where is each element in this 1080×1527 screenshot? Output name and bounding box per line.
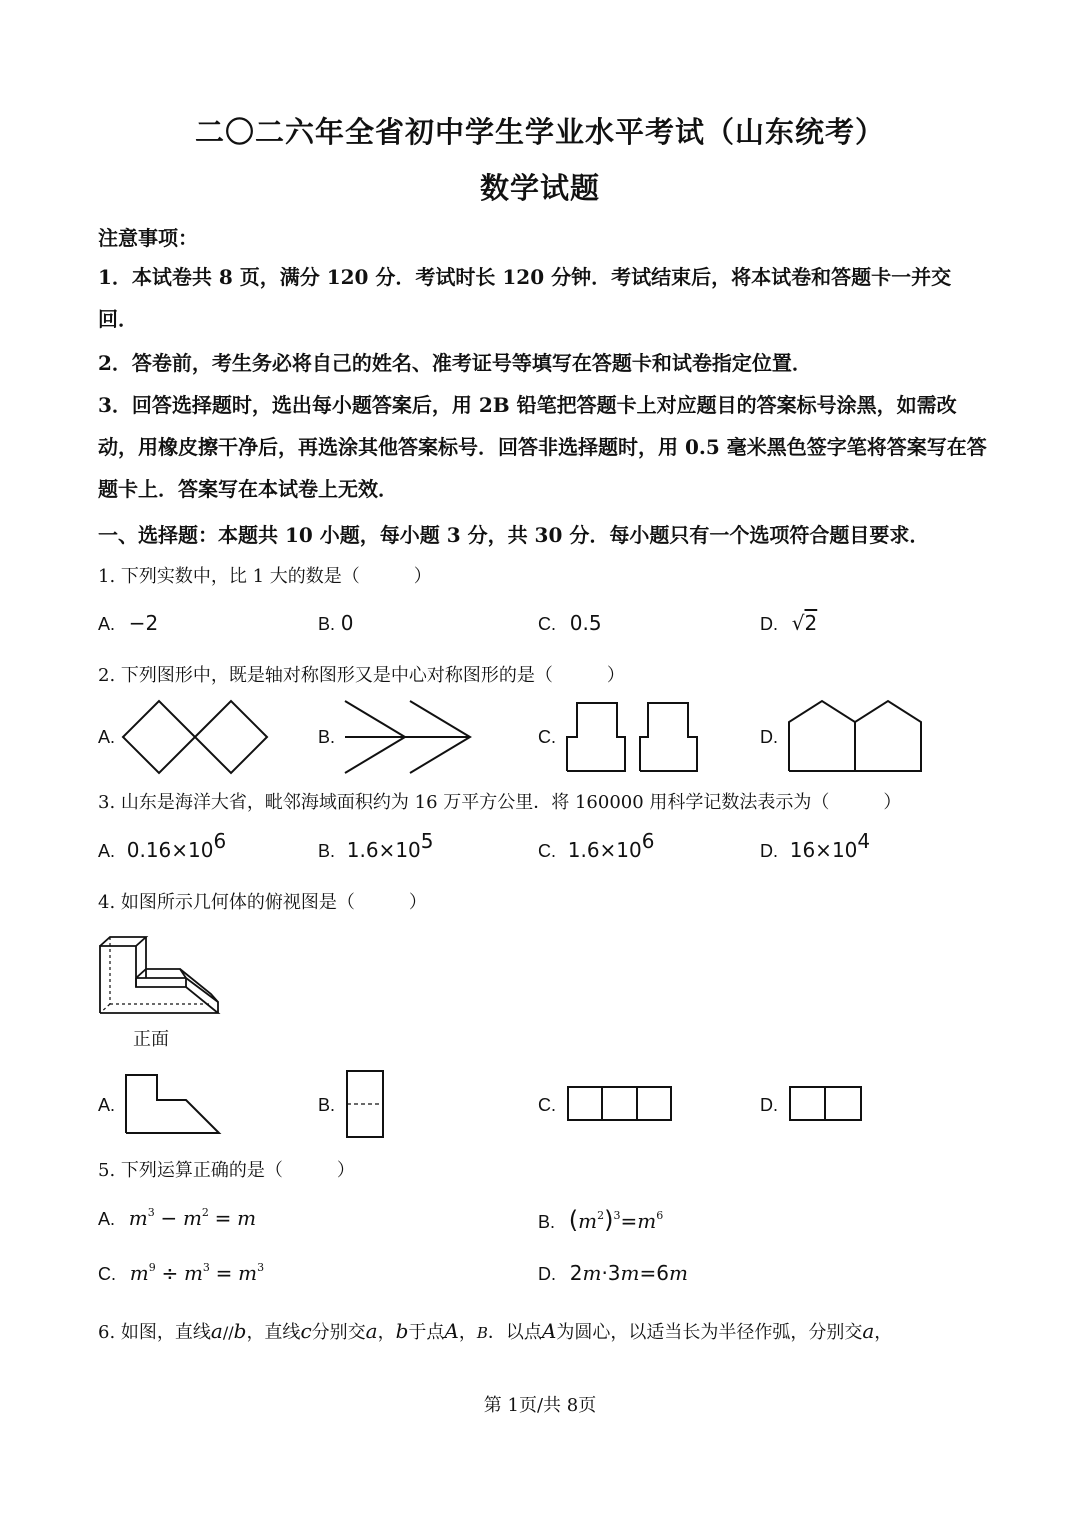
equals: =: [620, 1209, 638, 1233]
result: m: [237, 1206, 257, 1230]
q6-text: ，: [458, 1322, 477, 1343]
q2-label-c: C.: [538, 727, 556, 747]
coefficient: 3: [607, 1261, 621, 1285]
q2-label-b: B.: [318, 727, 336, 747]
q6-point-a: A: [444, 1319, 459, 1343]
exponent: 3: [147, 1206, 155, 1219]
option-label: A.: [98, 841, 116, 861]
equals: =: [214, 1206, 232, 1230]
q6-var-a: a: [210, 1319, 223, 1343]
operator: ÷: [161, 1261, 179, 1285]
option-exponent: 5: [420, 829, 434, 853]
q6-text: 于点: [408, 1322, 445, 1343]
q4-figure-d: [790, 1087, 861, 1120]
option-value: −2: [128, 611, 159, 635]
sqrt-expression: √2: [791, 611, 818, 635]
coefficient: 6: [656, 1261, 669, 1285]
q5-option-d: [538, 1261, 688, 1285]
option-expression: [569, 1261, 688, 1285]
q4-label-d: D.: [760, 1095, 778, 1115]
q6-text: 为圆心，以适当长为半径作弧，分别交: [556, 1322, 863, 1343]
option-expression: [128, 1206, 257, 1230]
exponent: 3: [613, 1209, 621, 1222]
option-label: C.: [538, 614, 556, 634]
term: m: [620, 1261, 640, 1285]
coefficient: 2: [569, 1261, 583, 1285]
q4-label-b: B.: [318, 1095, 336, 1115]
q6-text: 6. 如图，直线: [98, 1322, 211, 1343]
q6-point-a: A: [541, 1319, 557, 1343]
q4-figure-a: [126, 1075, 219, 1133]
q6-text: ，: [874, 1322, 893, 1343]
option-expression: [568, 1206, 664, 1234]
option-label: A.: [98, 614, 116, 634]
option-label: B.: [538, 1212, 556, 1232]
q6-stem: [98, 1318, 998, 1344]
exponent: 2: [597, 1209, 605, 1222]
q2-label-d: D.: [760, 727, 778, 747]
radicand: 2: [804, 611, 818, 635]
option-exponent: 6: [641, 829, 655, 853]
option-coefficient: 1.6×10: [567, 838, 642, 862]
option-coefficient: 16×10: [789, 838, 858, 862]
q5-option-c: [98, 1261, 264, 1285]
result: m: [637, 1209, 657, 1233]
option-exponent: 4: [857, 829, 871, 853]
option-value: 0.5: [569, 611, 602, 635]
option-label: C.: [538, 841, 556, 861]
q2-label-a: A.: [98, 727, 116, 747]
q6-var-b: b: [233, 1319, 247, 1343]
term: m: [582, 1261, 602, 1285]
option-label: D.: [760, 614, 778, 634]
exam-title: 二〇二六年全省初中学生学业水平考试（山东统考）: [194, 115, 885, 149]
option-label: A.: [98, 1209, 116, 1229]
option-expression: [129, 1261, 265, 1285]
note-item-3: 3．回答选择题时，选出每小题答案后，用 2B 铅笔把答题卡上对应题目的答案标号涂黑，如需改动，用橡皮擦干净后，再选涂其他答案标号．回答非选择题时，用 0.5 毫米黑色签字笔将答案写在答题卡上．答案写在本试卷上无效．: [98, 393, 987, 501]
section-heading: 一、选择题：本题共 10 小题，每小题 3 分，共 30 分．每小题只有一个选项符合题目要求．: [98, 523, 930, 547]
q6-var-a: a: [862, 1319, 875, 1343]
exponent: 6: [656, 1209, 664, 1222]
option-label: B.: [318, 841, 336, 861]
notes-heading: 注意事项：: [98, 226, 198, 250]
q1-stem: 1. 下列实数中，比 1 大的数是（ ）: [98, 566, 432, 587]
term: m: [578, 1209, 598, 1233]
term: m: [129, 1261, 149, 1285]
note-item-1: 1．本试卷共 8 页，满分 120 分．考试时长 120 分钟．考试结束后，将本试卷和答题卡一并交回．: [98, 265, 952, 331]
page-number: 第 1页/共 8页: [483, 1395, 597, 1416]
exponent: 2: [201, 1206, 209, 1219]
option-exponent: 6: [213, 829, 227, 853]
term: m: [182, 1206, 202, 1230]
q5-option-b: [538, 1206, 663, 1234]
exponent: 3: [257, 1261, 265, 1274]
option-label: B.: [318, 614, 336, 634]
q6-parallel: //: [222, 1323, 234, 1342]
q6-var-b: b: [395, 1319, 409, 1343]
option-label: D.: [760, 841, 778, 861]
front-view-label: 正面: [133, 1029, 169, 1050]
option-coefficient: 0.16×10: [126, 838, 214, 862]
q6-var-a: a: [365, 1319, 378, 1343]
q2-stem: 2. 下列图形中，既是轴对称图形又是中心对称图形的是（ ）: [98, 665, 625, 686]
equals: =: [215, 1261, 233, 1285]
exponent: 9: [148, 1261, 156, 1274]
paren: (: [568, 1206, 579, 1234]
q4-figure-c: [568, 1087, 671, 1120]
q6-text: ，: [377, 1322, 396, 1343]
q4-stem: 4. 如图所示几何体的俯视图是（ ）: [98, 892, 427, 913]
term: m: [183, 1261, 203, 1285]
q3-stem: 3. 山东是海洋大省，毗邻海域面积约为 16 万平方公里．将 160000 用科学记数法表示为（ ）: [98, 792, 902, 813]
q4-label-a: A.: [98, 1095, 116, 1115]
option-label: D.: [538, 1264, 556, 1284]
q4-label-c: C.: [538, 1095, 556, 1115]
q6-point-b: B: [476, 1324, 488, 1342]
operator: ·: [601, 1261, 608, 1285]
exponent: 3: [202, 1261, 210, 1274]
exam-subtitle: 数学试题: [479, 171, 600, 205]
result: m: [669, 1261, 688, 1285]
operator: −: [160, 1206, 178, 1230]
option-value: 0: [340, 611, 354, 635]
term: m: [128, 1206, 148, 1230]
q6-text: ，直线: [246, 1322, 301, 1343]
q6-var-c: c: [300, 1319, 312, 1343]
equals: =: [639, 1261, 657, 1285]
note-item-2: 2．答卷前，考生务必将自己的姓名、准考证号等填写在答题卡和试卷指定位置．: [98, 351, 812, 375]
q5-option-a: [98, 1206, 256, 1230]
q5-stem: 5. 下列运算正确的是（ ）: [98, 1160, 355, 1181]
q6-text: ．以点: [487, 1322, 542, 1343]
option-coefficient: 1.6×10: [346, 838, 421, 862]
paren: ): [604, 1206, 614, 1234]
q6-text: 分别交: [311, 1322, 366, 1343]
result: m: [238, 1261, 258, 1285]
option-label: C.: [98, 1264, 116, 1284]
